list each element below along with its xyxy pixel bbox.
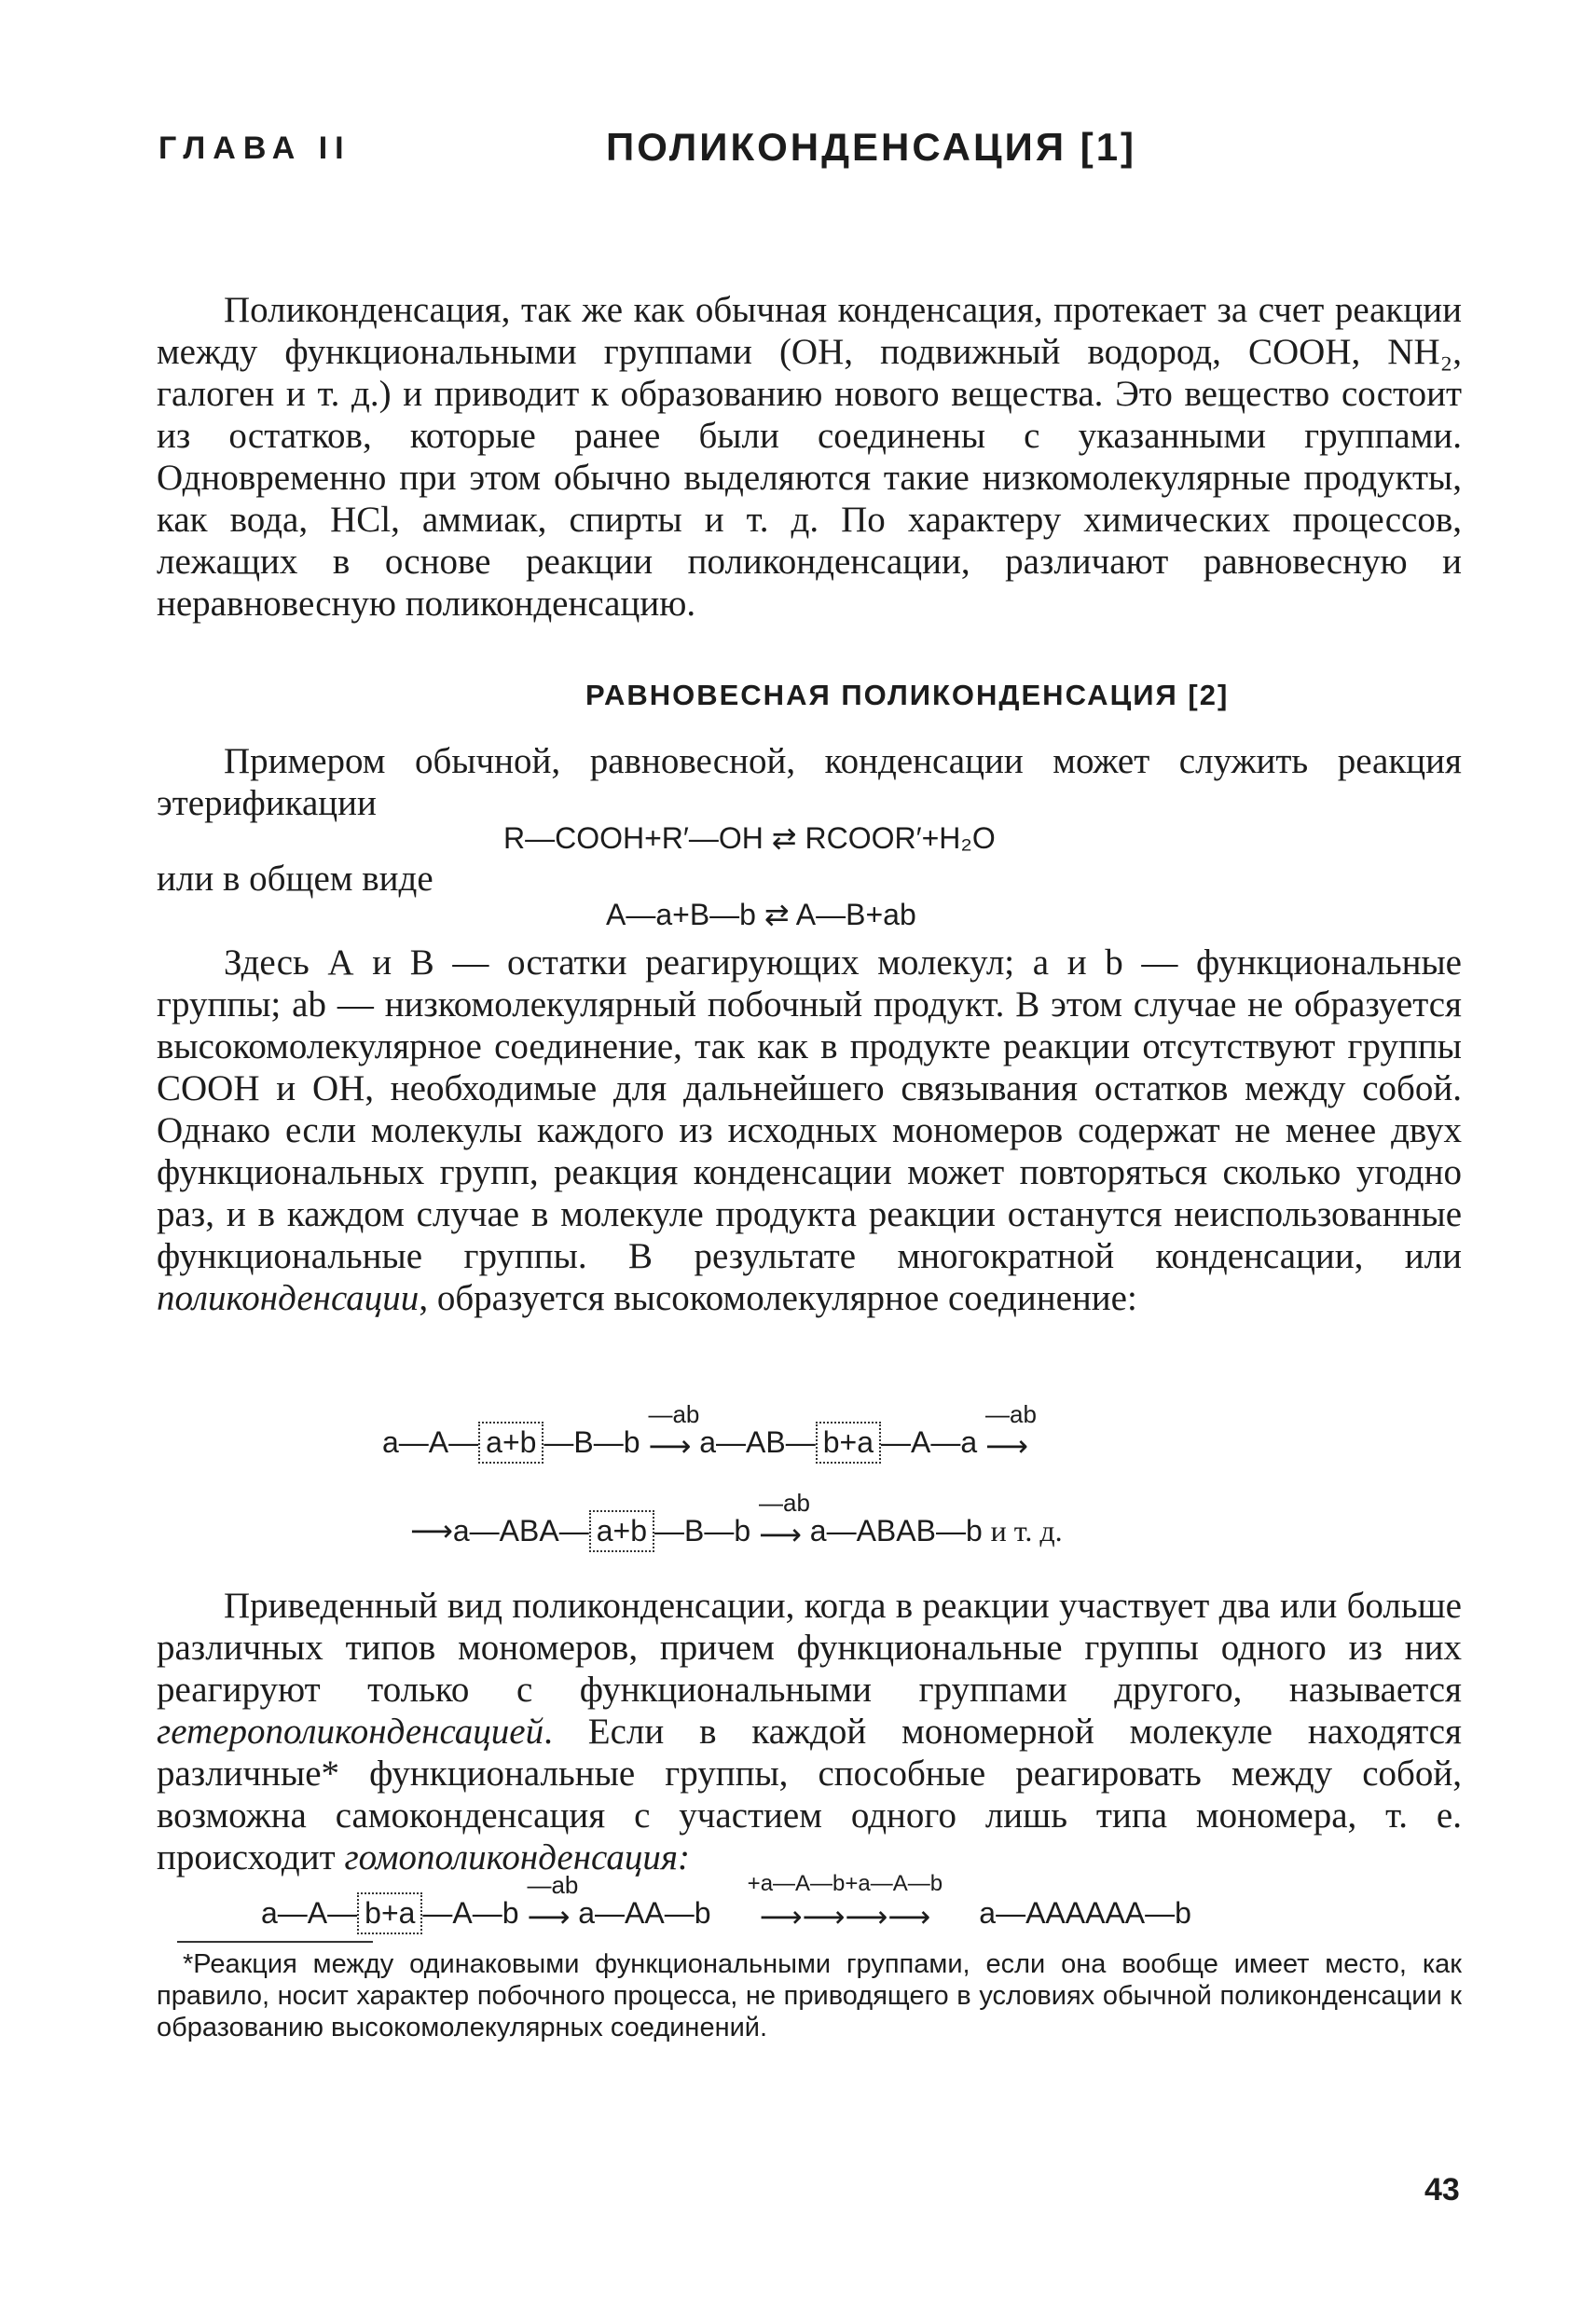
scheme-1-1-part: —A—a <box>880 1425 978 1459</box>
scheme-1-2-part: a—ABA— <box>452 1514 589 1547</box>
example-intro-paragraph: Примером обычной, равновесной, конденсации может служить реакция этерификации <box>157 741 1462 823</box>
scheme-1-1-part: a—A— <box>382 1425 479 1459</box>
arrow-label: —ab <box>648 1400 700 1428</box>
arrow-label: —ab <box>759 1489 810 1517</box>
reaction-arrow-lead: ⟶ <box>410 1514 453 1547</box>
explanation-paragraph <box>157 942 1462 1319</box>
explanation-text-b: , образуется высокомолекулярное соединение: <box>419 1278 1137 1318</box>
polycondensation-scheme-line-2 <box>410 1489 1063 1552</box>
reacting-groups-box: a+b <box>589 1510 654 1552</box>
scheme-1-2-part: a—ABAB—b <box>809 1514 983 1547</box>
scheme-1-2-part: —B—b <box>654 1514 751 1547</box>
intro-paragraph: Поликонденсация, так же как обычная конденсация, протекает за счет реакции между функциональными группами (ОН, подвижный водород, СООН, NH₂, галоген и т. д.) и приводит к образованию нового вещества. Это вещество состоит из остатков, которые ранее были соединены с указанными группами. Одновременно при этом обычно выделяются такие низкомолекулярные продукты, как вода, HCl, аммиак, спирты и т. д. По характеру химических процессов, лежащих в основе реакции поликонденсации, различают равновесную и неравновесную поликонденсацию. <box>157 290 1462 624</box>
arrow-label: +a—A—b+a—A—b <box>747 1871 943 1896</box>
section-heading: РАВНОВЕСНАЯ ПОЛИКОНДЕНСАЦИЯ [2] <box>585 679 1230 711</box>
chapter-title: ПОЛИКОНДЕНСАЦИЯ [1] <box>606 125 1137 169</box>
heteropolycondensation-term: гетерополиконденсацией <box>157 1712 544 1752</box>
polycondensation-term: поликонденсации <box>157 1278 420 1318</box>
scheme-1-1-part: —B—b <box>543 1425 640 1459</box>
hetero-text-a: Приведенный вид поликонденсации, когда в реакции участвует два или больше различных типов мономеров, причем функциональные группы одного из них реагируют только с функциональными группами другого, называется <box>157 1586 1462 1710</box>
scheme-2-part: —A—b <box>422 1896 519 1930</box>
polycondensation-scheme-line-1 <box>382 1400 1037 1464</box>
reacting-groups-box: b+a <box>357 1892 422 1934</box>
general-form-intro: или в общем виде <box>157 859 433 899</box>
reaction-arrow-long: +a—A—b+a—A—b ⟶⟶⟶⟶ <box>719 1899 970 1934</box>
scheme-2-part: a—A— <box>261 1896 358 1930</box>
homopolycondensation-term: гомополиконденсация: <box>344 1837 690 1877</box>
arrow-label: —ab <box>527 1871 579 1899</box>
arrow-label: —ab <box>985 1400 1037 1428</box>
footnote-divider <box>177 1941 373 1943</box>
reacting-groups-box: a+b <box>478 1422 543 1464</box>
chapter-label: ГЛАВА II <box>158 131 351 166</box>
esterification-equation: R—COOH+R′—OH ⇄ RCOOR′+H₂O <box>503 821 996 855</box>
explanation-text-a: Здесь А и В — остатки реагирующих молекул; а и b — функциональные группы; ab — низкомолекулярный побочный продукт. В этом случае не образуется высокомолекулярное соединение, так как в продукте реакции отсутствуют группы СООН и ОН, необходимые для дальнейшего связывания остатков между собой. Однако если молекулы каждого из исходных мономеров содержат не менее двух функциональных групп, реакция конденсации может повторяться сколько угодно раз, и в каждом случае в молекуле продукта реакции останутся неиспользованные функциональные группы. В результате многократной конденсации, или <box>157 942 1462 1276</box>
reaction-arrow: —ab ⟶ <box>648 1400 700 1463</box>
chapter-header <box>158 125 1464 186</box>
scheme-2-part: a—AAAAAA—b <box>979 1896 1191 1930</box>
reaction-arrow: —ab ⟶ <box>759 1489 810 1551</box>
general-equation: A—a+B—b ⇄ A—B+ab <box>606 898 916 931</box>
scheme-suffix: и т. д. <box>990 1514 1063 1547</box>
reacting-groups-box: b+a <box>816 1422 881 1464</box>
page-number: 43 <box>1424 2172 1460 2208</box>
homopolycondensation-scheme <box>261 1871 1191 1934</box>
scheme-2-part: a—AA—b <box>578 1896 711 1930</box>
scheme-1-1-part: a—AB— <box>699 1425 816 1459</box>
reaction-arrow: —ab ⟶ <box>527 1871 579 1933</box>
hetero-paragraph <box>157 1585 1462 1878</box>
footnote: *Реакция между одинаковыми функциональными группами, если она вообще имеет место, как правило, носит характер побочного процесса, не приводящего в условиях обычной поликонденсации к образованию высокомолекулярных соединений. <box>157 1949 1462 2043</box>
hetero-text-b: . Если в каждой мономерной молекуле находятся различные* функциональные группы, способные реагировать между собой, возможна самоконденсация с участием одного лишь типа мономера, т. е. происходит <box>157 1712 1462 1877</box>
reaction-arrow: —ab ⟶ <box>985 1400 1037 1463</box>
